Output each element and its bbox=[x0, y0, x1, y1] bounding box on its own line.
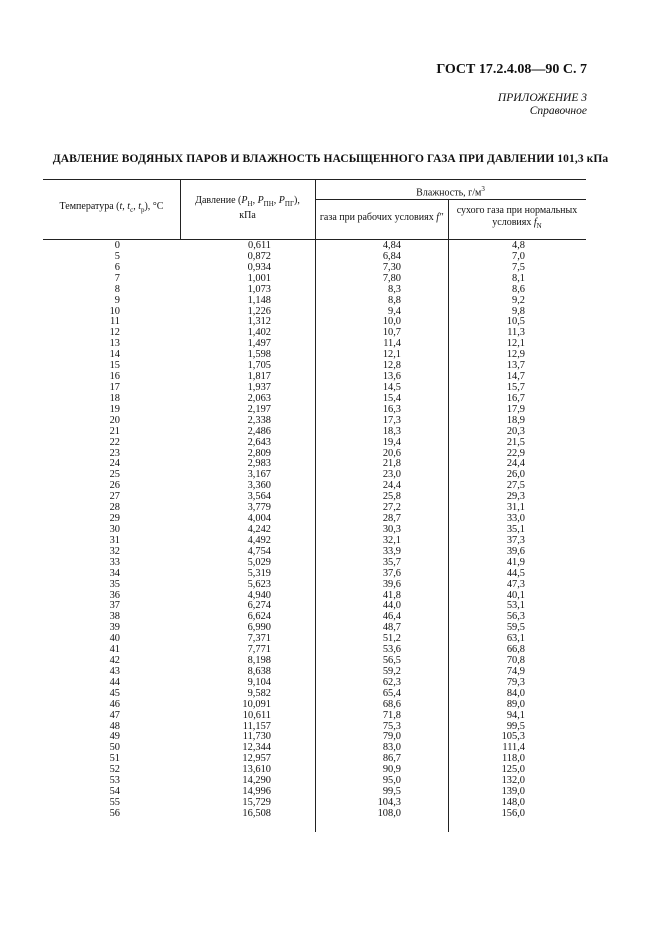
cell-humidity-dry: 132,0 bbox=[501, 775, 525, 787]
cell-temperature: 28 bbox=[109, 502, 120, 514]
cell-temperature: 38 bbox=[109, 611, 120, 623]
cell-temperature: 33 bbox=[109, 556, 120, 568]
cell-temperature: 41 bbox=[109, 644, 120, 656]
cell-humidity-work: 7,80 bbox=[382, 272, 401, 284]
header-humidity-work: газа при рабочих условиях f″ bbox=[319, 212, 444, 223]
cell-pressure: 4,004 bbox=[247, 513, 271, 525]
table-row bbox=[43, 252, 586, 263]
cell-pressure: 1,497 bbox=[247, 338, 271, 350]
cell-humidity-dry: 70,8 bbox=[506, 655, 525, 667]
table-row bbox=[43, 689, 586, 700]
cell-humidity-dry: 89,0 bbox=[506, 698, 525, 710]
cell-humidity-work: 95,0 bbox=[382, 775, 401, 787]
cell-pressure: 9,582 bbox=[247, 687, 271, 699]
cell-humidity-work: 75,3 bbox=[382, 720, 401, 732]
cell-pressure: 5,623 bbox=[247, 578, 271, 590]
cell-humidity-work: 8,3 bbox=[388, 283, 401, 295]
cell-temperature: 47 bbox=[109, 709, 120, 721]
table-row bbox=[43, 372, 586, 383]
cell-temperature: 36 bbox=[109, 589, 120, 601]
cell-temperature: 53 bbox=[109, 775, 120, 787]
cell-temperature: 14 bbox=[109, 349, 120, 361]
cell-humidity-dry: 8,1 bbox=[512, 272, 525, 284]
cell-pressure: 12,957 bbox=[242, 753, 271, 765]
cell-humidity-dry: 99,5 bbox=[506, 720, 525, 732]
cell-humidity-work: 59,2 bbox=[382, 665, 401, 677]
cell-humidity-work: 27,2 bbox=[382, 502, 401, 514]
cell-humidity-work: 104,3 bbox=[377, 797, 401, 809]
cell-pressure: 1,001 bbox=[247, 272, 271, 284]
cell-humidity-dry: 12,1 bbox=[506, 338, 525, 350]
cell-temperature: 50 bbox=[109, 742, 120, 754]
cell-pressure: 1,705 bbox=[247, 360, 271, 372]
table-row bbox=[43, 503, 586, 514]
table-row bbox=[43, 285, 586, 296]
table-row bbox=[43, 361, 586, 372]
table-row bbox=[43, 809, 586, 820]
cell-pressure: 3,360 bbox=[247, 480, 271, 492]
cell-humidity-work: 48,7 bbox=[382, 622, 401, 634]
cell-temperature: 34 bbox=[109, 567, 120, 579]
cell-temperature: 43 bbox=[109, 665, 120, 677]
cell-humidity-work: 37,6 bbox=[382, 567, 401, 579]
cell-pressure: 14,290 bbox=[242, 775, 271, 787]
cell-pressure: 1,148 bbox=[247, 294, 271, 306]
cell-humidity-dry: 24,4 bbox=[506, 458, 525, 470]
cell-temperature: 8 bbox=[114, 283, 120, 295]
cell-humidity-dry: 94,1 bbox=[506, 709, 525, 721]
cell-humidity-dry: 125,0 bbox=[501, 764, 525, 776]
table-row bbox=[43, 711, 586, 722]
table-row bbox=[43, 438, 586, 449]
header-temperature: Температура (t, $t_с$, $t_р$), °С bbox=[59, 201, 164, 214]
cell-temperature: 26 bbox=[109, 480, 120, 492]
cell-pressure: 11,730 bbox=[242, 731, 271, 743]
cell-humidity-dry: 74,9 bbox=[506, 665, 525, 677]
cell-humidity-work: 28,7 bbox=[382, 513, 401, 525]
cell-humidity-dry: 22,9 bbox=[506, 447, 525, 459]
cell-humidity-work: 53,6 bbox=[382, 644, 401, 656]
cell-temperature: 32 bbox=[109, 545, 120, 557]
cell-temperature: 13 bbox=[109, 338, 120, 350]
table-row bbox=[43, 536, 586, 547]
cell-humidity-dry: 105,3 bbox=[501, 731, 525, 743]
cell-humidity-dry: 33,0 bbox=[506, 513, 525, 525]
cell-pressure: 4,492 bbox=[247, 534, 271, 546]
cell-humidity-dry: 148,0 bbox=[501, 797, 525, 809]
cell-temperature: 0 bbox=[114, 240, 120, 251]
cell-temperature: 54 bbox=[109, 786, 120, 798]
cell-temperature: 31 bbox=[109, 534, 120, 546]
table-row bbox=[43, 525, 586, 536]
cell-humidity-dry: 14,7 bbox=[506, 371, 525, 383]
cell-humidity-dry: 139,0 bbox=[501, 786, 525, 798]
cell-temperature: 51 bbox=[109, 753, 120, 765]
cell-humidity-dry: 84,0 bbox=[506, 687, 525, 699]
cell-humidity-work: 35,7 bbox=[382, 556, 401, 568]
table-row bbox=[43, 601, 586, 612]
cell-pressure: 12,344 bbox=[242, 742, 271, 754]
cell-humidity-work: 41,8 bbox=[382, 589, 401, 601]
cell-pressure: 3,564 bbox=[247, 491, 271, 503]
table-row bbox=[43, 645, 586, 656]
standard-reference: ГОСТ 17.2.4.08—90 С. 7 bbox=[436, 62, 587, 77]
table-row bbox=[43, 274, 586, 285]
cell-pressure: 8,198 bbox=[247, 655, 271, 667]
appendix-type: Справочное bbox=[529, 105, 587, 117]
cell-pressure: 2,809 bbox=[247, 447, 271, 459]
cell-temperature: 37 bbox=[109, 600, 120, 612]
table-row bbox=[43, 667, 586, 678]
cell-pressure: 2,338 bbox=[247, 414, 271, 426]
cell-pressure: 1,817 bbox=[247, 371, 271, 383]
table-row bbox=[43, 263, 586, 274]
cell-humidity-work: 15,4 bbox=[382, 392, 401, 404]
table-row bbox=[43, 383, 586, 394]
cell-humidity-dry: 63,1 bbox=[506, 633, 525, 645]
cell-temperature: 40 bbox=[109, 633, 120, 645]
cell-temperature: 42 bbox=[109, 655, 120, 667]
table-row bbox=[43, 623, 586, 634]
header-humidity-dry: сухого газа при нормальных условиях $f_N$ bbox=[456, 205, 578, 230]
cell-humidity-work: 25,8 bbox=[382, 491, 401, 503]
cell-humidity-dry: 156,0 bbox=[501, 807, 525, 819]
table-row bbox=[43, 350, 586, 361]
table-row bbox=[43, 449, 586, 460]
table-row bbox=[43, 416, 586, 427]
cell-humidity-work: 86,7 bbox=[382, 753, 401, 765]
cell-temperature: 15 bbox=[109, 360, 120, 372]
cell-humidity-work: 18,3 bbox=[382, 425, 401, 437]
cell-humidity-dry: 79,3 bbox=[506, 676, 525, 688]
table-row bbox=[43, 307, 586, 318]
cell-humidity-work: 44,0 bbox=[382, 600, 401, 612]
cell-humidity-work: 24,4 bbox=[382, 480, 401, 492]
table-row bbox=[43, 296, 586, 307]
cell-humidity-dry: 15,7 bbox=[506, 381, 525, 393]
cell-pressure: 9,104 bbox=[247, 676, 271, 688]
cell-temperature: 39 bbox=[109, 622, 120, 634]
cell-pressure: 8,638 bbox=[247, 665, 271, 677]
cell-pressure: 1,937 bbox=[247, 381, 271, 393]
cell-humidity-dry: 4,8 bbox=[512, 240, 525, 251]
cell-pressure: 4,940 bbox=[247, 589, 271, 601]
cell-humidity-work: 10,0 bbox=[382, 316, 401, 328]
table-row bbox=[43, 547, 586, 558]
header-pressure: Давление ($P_Н$, $P_{ПН}$, $P_{ПГ}$), кПа bbox=[195, 195, 300, 221]
table-row bbox=[43, 700, 586, 711]
table-row bbox=[43, 427, 586, 438]
table-title: ДАВЛЕНИЕ ВОДЯНЫХ ПАРОВ И ВЛАЖНОСТЬ НАСЫЩЕННОГО ГАЗА ПРИ ДАВЛЕНИИ 101,3 кПа bbox=[52, 153, 609, 165]
cell-temperature: 48 bbox=[109, 720, 120, 732]
cell-humidity-work: 83,0 bbox=[382, 742, 401, 754]
cell-pressure: 5,319 bbox=[247, 567, 271, 579]
table-row bbox=[43, 678, 586, 689]
cell-humidity-dry: 44,5 bbox=[506, 567, 525, 579]
cell-pressure: 15,729 bbox=[242, 797, 271, 809]
cell-pressure: 10,611 bbox=[242, 709, 271, 721]
cell-pressure: 1,073 bbox=[247, 283, 271, 295]
cell-pressure: 2,063 bbox=[247, 392, 271, 404]
cell-humidity-work: 33,9 bbox=[382, 545, 401, 557]
cell-humidity-work: 30,3 bbox=[382, 523, 401, 535]
cell-pressure: 11,157 bbox=[242, 720, 271, 732]
cell-pressure: 7,371 bbox=[247, 633, 271, 645]
table-row bbox=[43, 580, 586, 591]
cell-humidity-work: 23,0 bbox=[382, 469, 401, 481]
appendix-title: ПРИЛОЖЕНИЕ 3 bbox=[497, 92, 587, 104]
table-row bbox=[43, 656, 586, 667]
cell-humidity-work: 4,84 bbox=[382, 240, 401, 251]
cell-humidity-dry: 26,0 bbox=[506, 469, 525, 481]
cell-humidity-dry: 53,1 bbox=[506, 600, 525, 612]
cell-humidity-dry: 17,9 bbox=[506, 403, 525, 415]
cell-humidity-work: 9,4 bbox=[388, 305, 401, 317]
table-row bbox=[43, 558, 586, 569]
cell-humidity-work: 46,4 bbox=[382, 611, 401, 623]
cell-pressure: 3,167 bbox=[247, 469, 271, 481]
cell-pressure: 16,508 bbox=[242, 807, 271, 819]
cell-temperature: 52 bbox=[109, 764, 120, 776]
cell-humidity-dry: 7,0 bbox=[512, 250, 525, 262]
cell-temperature: 49 bbox=[109, 731, 120, 743]
cell-humidity-work: 56,5 bbox=[382, 655, 401, 667]
cell-temperature: 30 bbox=[109, 523, 120, 535]
cell-temperature: 16 bbox=[109, 371, 120, 383]
table-row bbox=[43, 492, 586, 503]
cell-humidity-dry: 20,3 bbox=[506, 425, 525, 437]
cell-pressure: 1,402 bbox=[247, 327, 271, 339]
cell-humidity-dry: 27,5 bbox=[506, 480, 525, 492]
cell-pressure: 0,934 bbox=[247, 261, 271, 273]
cell-humidity-work: 14,5 bbox=[382, 381, 401, 393]
cell-temperature: 24 bbox=[109, 458, 120, 470]
cell-humidity-dry: 12,9 bbox=[506, 349, 525, 361]
cell-temperature: 7 bbox=[114, 272, 120, 284]
cell-humidity-dry: 16,7 bbox=[506, 392, 525, 404]
table-row bbox=[43, 317, 586, 328]
cell-humidity-work: 20,6 bbox=[382, 447, 401, 459]
cell-humidity-work: 21,8 bbox=[382, 458, 401, 470]
table-row bbox=[43, 481, 586, 492]
cell-humidity-work: 32,1 bbox=[382, 534, 401, 546]
table-row bbox=[43, 569, 586, 580]
cell-humidity-work: 13,6 bbox=[382, 371, 401, 383]
cell-temperature: 29 bbox=[109, 513, 120, 525]
cell-humidity-dry: 18,9 bbox=[506, 414, 525, 426]
cell-humidity-dry: 9,8 bbox=[512, 305, 525, 317]
table-row bbox=[43, 405, 586, 416]
cell-temperature: 55 bbox=[109, 797, 120, 809]
cell-humidity-work: 90,9 bbox=[382, 764, 401, 776]
cell-humidity-work: 17,3 bbox=[382, 414, 401, 426]
cell-humidity-work: 51,2 bbox=[382, 633, 401, 645]
cell-humidity-dry: 37,3 bbox=[506, 534, 525, 546]
cell-temperature: 11 bbox=[109, 316, 120, 328]
cell-temperature: 12 bbox=[109, 327, 120, 339]
cell-humidity-work: 12,1 bbox=[382, 349, 401, 361]
cell-temperature: 25 bbox=[109, 469, 120, 481]
cell-pressure: 2,983 bbox=[247, 458, 271, 470]
cell-temperature: 5 bbox=[114, 250, 120, 262]
cell-humidity-dry: 47,3 bbox=[506, 578, 525, 590]
cell-humidity-work: 79,0 bbox=[382, 731, 401, 743]
cell-temperature: 35 bbox=[109, 578, 120, 590]
table-row bbox=[43, 459, 586, 470]
cell-humidity-work: 12,8 bbox=[382, 360, 401, 372]
cell-temperature: 10 bbox=[109, 305, 120, 317]
cell-pressure: 3,779 bbox=[247, 502, 271, 514]
cell-pressure: 0,872 bbox=[247, 250, 271, 262]
cell-humidity-dry: 111,4 bbox=[502, 742, 525, 754]
cell-temperature: 22 bbox=[109, 436, 120, 448]
cell-humidity-dry: 118,0 bbox=[502, 753, 525, 765]
cell-pressure: 10,091 bbox=[242, 698, 271, 710]
cell-humidity-work: 11,4 bbox=[383, 338, 401, 350]
cell-humidity-dry: 39,6 bbox=[506, 545, 525, 557]
cell-pressure: 6,624 bbox=[247, 611, 271, 623]
cell-humidity-dry: 35,1 bbox=[506, 523, 525, 535]
cell-temperature: 45 bbox=[109, 687, 120, 699]
cell-temperature: 46 bbox=[109, 698, 120, 710]
table-body bbox=[43, 241, 586, 820]
cell-humidity-work: 71,8 bbox=[382, 709, 401, 721]
cell-temperature: 20 bbox=[109, 414, 120, 426]
appendix-label bbox=[498, 92, 587, 118]
cell-pressure: 4,754 bbox=[247, 545, 271, 557]
cell-humidity-work: 8,8 bbox=[388, 294, 401, 306]
cell-humidity-dry: 10,5 bbox=[506, 316, 525, 328]
cell-pressure: 2,197 bbox=[247, 403, 271, 415]
cell-humidity-work: 39,6 bbox=[382, 578, 401, 590]
cell-humidity-dry: 21,5 bbox=[506, 436, 525, 448]
cell-humidity-work: 6,84 bbox=[382, 250, 401, 262]
cell-temperature: 9 bbox=[114, 294, 120, 306]
cell-humidity-work: 62,3 bbox=[382, 676, 401, 688]
cell-temperature: 21 bbox=[109, 425, 120, 437]
cell-humidity-dry: 31,1 bbox=[506, 502, 525, 514]
table-row bbox=[43, 339, 586, 350]
table-row bbox=[43, 612, 586, 623]
cell-temperature: 27 bbox=[109, 491, 120, 503]
cell-humidity-dry: 13,7 bbox=[506, 360, 525, 372]
table-row bbox=[43, 634, 586, 645]
cell-humidity-dry: 66,8 bbox=[506, 644, 525, 656]
table-row bbox=[43, 591, 586, 602]
cell-humidity-work: 99,5 bbox=[382, 786, 401, 798]
cell-humidity-dry: 59,5 bbox=[506, 622, 525, 634]
cell-humidity-work: 108,0 bbox=[377, 807, 401, 819]
cell-humidity-dry: 8,6 bbox=[512, 283, 525, 295]
cell-pressure: 2,643 bbox=[247, 436, 271, 448]
table-row bbox=[43, 241, 586, 252]
cell-humidity-dry: 40,1 bbox=[506, 589, 525, 601]
cell-temperature: 17 bbox=[109, 381, 120, 393]
cell-pressure: 1,312 bbox=[247, 316, 271, 328]
cell-temperature: 6 bbox=[114, 261, 120, 273]
cell-humidity-work: 65,4 bbox=[382, 687, 401, 699]
cell-humidity-dry: 41,9 bbox=[506, 556, 525, 568]
cell-pressure: 0,611 bbox=[248, 240, 271, 251]
cell-temperature: 44 bbox=[109, 676, 120, 688]
table-row bbox=[43, 328, 586, 339]
cell-temperature: 18 bbox=[109, 392, 120, 404]
cell-pressure: 6,990 bbox=[247, 622, 271, 634]
cell-temperature: 19 bbox=[109, 403, 120, 415]
cell-humidity-dry: 9,2 bbox=[512, 294, 525, 306]
cell-pressure: 2,486 bbox=[247, 425, 271, 437]
cell-pressure: 4,242 bbox=[247, 523, 271, 535]
cell-pressure: 13,610 bbox=[242, 764, 271, 776]
cell-humidity-dry: 29,3 bbox=[506, 491, 525, 503]
cell-pressure: 14,996 bbox=[242, 786, 271, 798]
table-row bbox=[43, 514, 586, 525]
cell-pressure: 7,771 bbox=[247, 644, 271, 656]
cell-humidity-work: 68,6 bbox=[382, 698, 401, 710]
cell-pressure: 1,226 bbox=[247, 305, 271, 317]
header-humidity: Влажность, $г/м^3$ bbox=[416, 185, 485, 199]
cell-humidity-work: 7,30 bbox=[382, 261, 401, 273]
cell-humidity-work: 10,7 bbox=[382, 327, 401, 339]
cell-humidity-work: 16,3 bbox=[382, 403, 401, 415]
cell-pressure: 1,598 bbox=[247, 349, 271, 361]
cell-humidity-dry: 7,5 bbox=[512, 261, 525, 273]
cell-pressure: 5,029 bbox=[247, 556, 271, 568]
cell-humidity-dry: 56,3 bbox=[506, 611, 525, 623]
cell-pressure: 6,274 bbox=[247, 600, 271, 612]
cell-humidity-dry: 11,3 bbox=[507, 327, 525, 339]
table-row bbox=[43, 470, 586, 481]
cell-humidity-work: 19,4 bbox=[382, 436, 401, 448]
table-row bbox=[43, 394, 586, 405]
cell-temperature: 56 bbox=[109, 807, 120, 819]
header-bottom-rule bbox=[43, 239, 586, 240]
cell-temperature: 23 bbox=[109, 447, 120, 459]
